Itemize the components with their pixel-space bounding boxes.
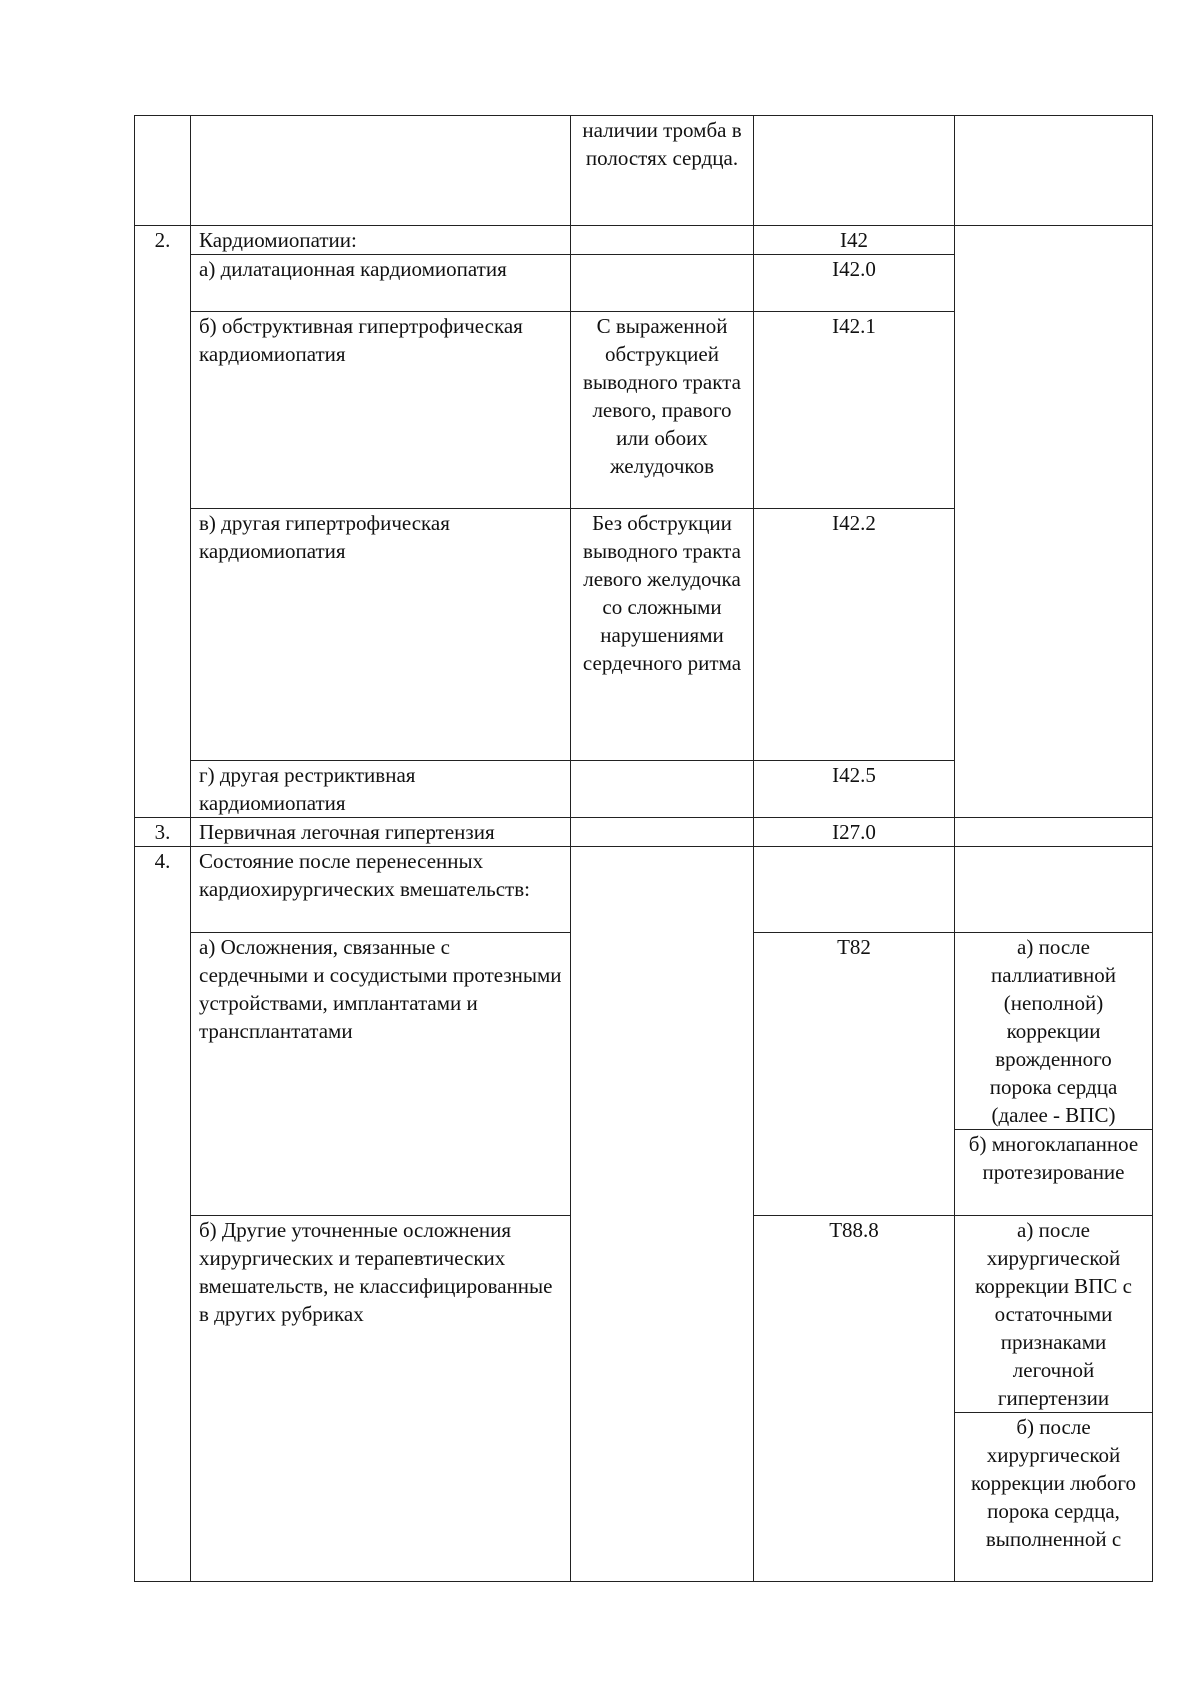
icd-code-cell: I42.0 <box>754 255 955 312</box>
icd-code-cell: I42.5 <box>754 761 955 818</box>
specification-cell <box>571 761 754 818</box>
condition-cell <box>955 818 1153 847</box>
icd-code-cell <box>754 847 955 933</box>
row-number-cell: 3. <box>135 818 191 847</box>
icd-code-cell <box>754 116 955 226</box>
condition-cell <box>955 226 1153 818</box>
condition-cell: а) после хирургической коррекции ВПС с остаточными признаками легочной гипертензии <box>955 1216 1153 1413</box>
specification-cell: наличии тромба в полостях сердца. <box>571 116 754 226</box>
icd-code-cell: T82 <box>754 933 955 1216</box>
condition-cell: б) многоклапанное протезирование <box>955 1130 1153 1216</box>
row-number-cell: 2. <box>135 226 191 818</box>
icd-code-cell: I42.2 <box>754 509 955 761</box>
name-cell: г) другая рестриктивная кардиомиопатия <box>191 761 571 818</box>
row-number-cell <box>135 116 191 226</box>
icd-code-cell: I42.1 <box>754 312 955 509</box>
specification-cell <box>571 847 754 1582</box>
name-cell: Кардиомиопатии: <box>191 226 571 255</box>
condition-cell <box>955 847 1153 933</box>
name-cell: а) Осложнения, связанные с сердечными и сосудистыми протезными устройствами, имплантатами и трансплантатами <box>191 933 571 1216</box>
name-cell: б) обструктивная гипертрофическая кардиомиопатия <box>191 312 571 509</box>
name-cell: Состояние после перенесенных кардиохирургических вмешательств: <box>191 847 571 933</box>
diagnosis-table <box>134 115 1153 1582</box>
table-row <box>135 116 1153 226</box>
name-cell: а) дилатационная кардиомиопатия <box>191 255 571 312</box>
icd-code-cell: I42 <box>754 226 955 255</box>
table-row <box>135 847 1153 933</box>
specification-cell: С выраженной обструкцией выводного тракта левого, правого или обоих желудочков <box>571 312 754 509</box>
name-cell: Первичная легочная гипертензия <box>191 818 571 847</box>
icd-code-cell: I27.0 <box>754 818 955 847</box>
condition-cell: б) после хирургической коррекции любого порока сердца, выполненной с <box>955 1413 1153 1582</box>
table-row <box>135 818 1153 847</box>
condition-cell <box>955 116 1153 226</box>
specification-cell <box>571 255 754 312</box>
icd-code-cell: T88.8 <box>754 1216 955 1582</box>
name-cell: б) Другие уточненные осложнения хирургических и терапевтических вмешательств, не классифицированные в других рубриках <box>191 1216 571 1582</box>
condition-cell: а) после паллиативной (неполной) коррекции врожденного порока сердца (далее - ВПС) <box>955 933 1153 1130</box>
row-number-cell: 4. <box>135 847 191 1582</box>
name-cell <box>191 116 571 226</box>
specification-cell <box>571 818 754 847</box>
specification-cell: Без обструкции выводного тракта левого желудочка со сложными нарушениями сердечного ритма <box>571 509 754 761</box>
table-row <box>135 226 1153 255</box>
name-cell: в) другая гипертрофическая кардиомиопатия <box>191 509 571 761</box>
specification-cell <box>571 226 754 255</box>
